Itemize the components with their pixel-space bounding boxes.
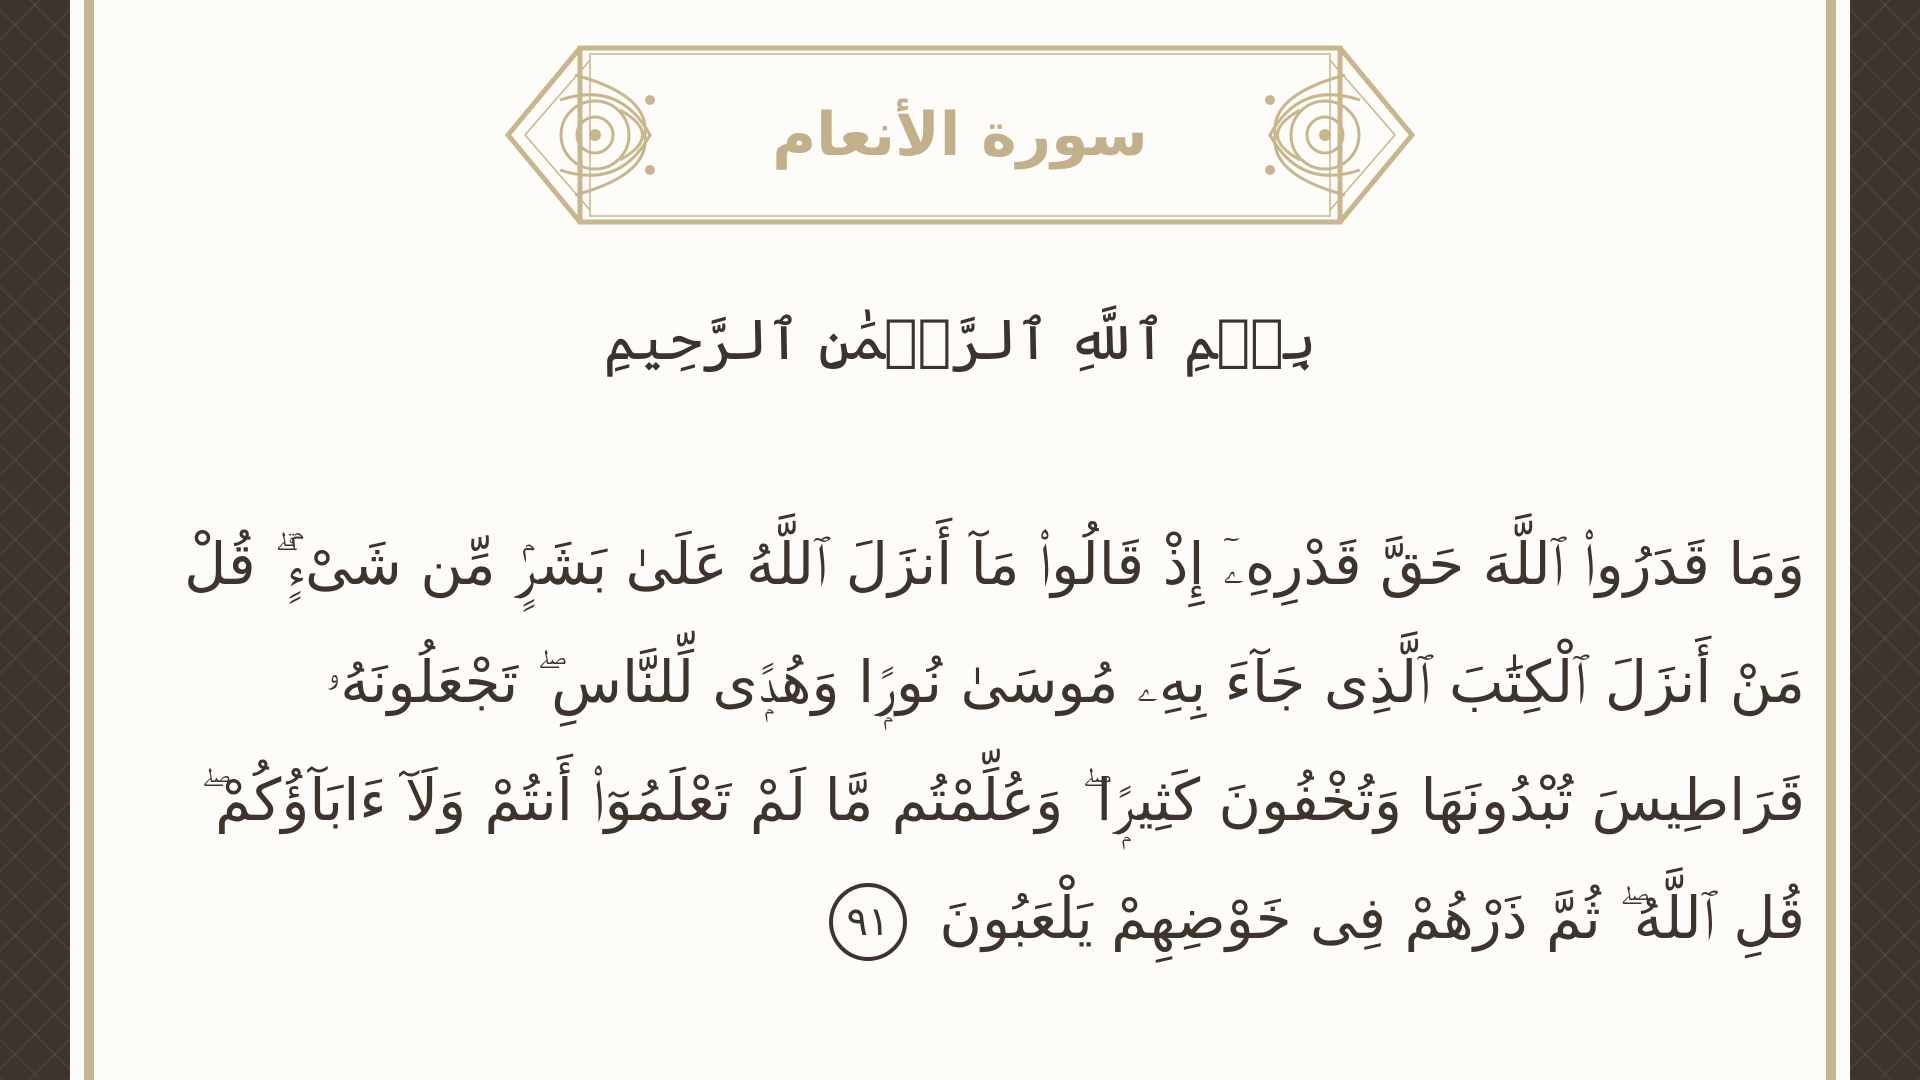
right-ornamental-border	[1850, 0, 1920, 1080]
right-gold-rule	[1826, 0, 1836, 1080]
ayah-number-marker: ٩١	[829, 883, 907, 961]
verse-text-block	[150, 505, 1805, 977]
left-ornamental-border	[0, 0, 70, 1080]
basmala: بِسۡمِ ٱللَّهِ ٱلرَّحۡمَٰنِ ٱلرَّحِيمِ	[603, 307, 1317, 373]
left-gold-rule	[84, 0, 94, 1080]
surah-title: سورة الأنعام	[772, 100, 1148, 170]
surah-title-frame	[500, 40, 1420, 230]
verse-text: وَمَا قَدَرُوا۟ ٱللَّهَ حَقَّ قَدْرِهِۦٓ إِذْ قَالُوا۟ مَآ أَنزَلَ ٱللَّهُ عَلَىٰ بَشَرٍۢ مِّن شَىْءٍۢ ۗ قُلْ مَنْ أَنزَلَ ٱلْكِتَٰبَ ٱلَّذِى جَآءَ بِهِۦ مُوسَىٰ نُورًۭا وَهُدًۭى لِّلنَّاسِ ۖ تَجْعَلُونَهُۥ قَرَاطِيسَ تُبْدُونَهَا وَتُخْفُونَ كَثِيرًۭا ۖ وَعُلِّمْتُم مَّا لَمْ تَعْلَمُوٓا۟ أَنتُمْ وَلَآ ءَابَآؤُكُمْ ۖ قُلِ ٱللَّهُ ۖ ثُمَّ ذَرْهُمْ فِى خَوْضِهِمْ يَلْعَبُونَ	[184, 530, 1805, 952]
